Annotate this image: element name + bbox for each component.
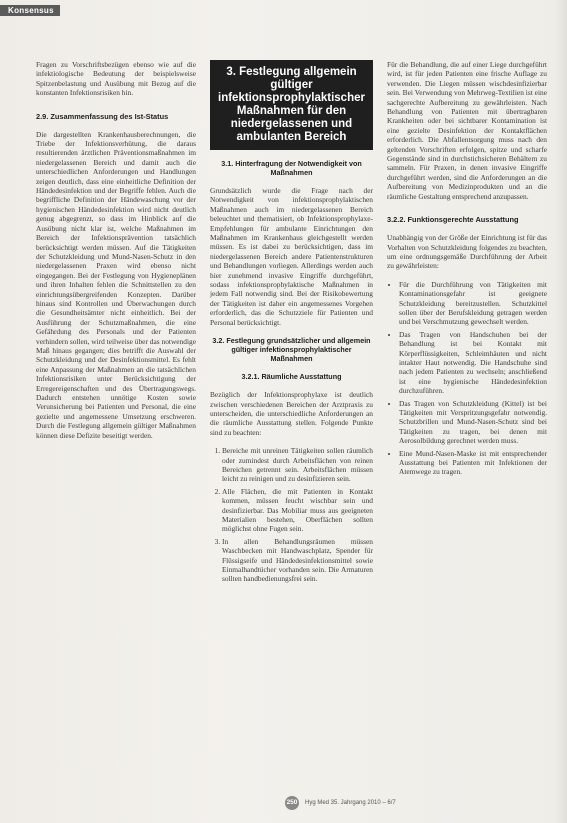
page-edge-shadow [555, 0, 567, 823]
heading-3-2: 3.2. Festlegung grundsätzlicher und allgemein gültiger infektionsprophylaktischer Maßnahmen [212, 336, 371, 364]
heading-2-9: 2.9. Zusammenfassung des Ist-Status [36, 111, 169, 121]
paragraph-3-1: Grundsätzlich wurde die Frage nach der Notwendigkeit von infektionsprophylaktischen Maßnahmen auch im niedergelassenen Bereich beleuchtet und thematisiert, ob Infektionsprophylaxe-Empfehlungen für ambulante Einrichtungen den Maßnahmen im Krankenhaus gleichgestellt werden müssen. Es ist dabei zu berücksichtigen, dass im niedergelassenen Bereich andere Patientenstrukturen und Behandlungen vorliegen. Allerdings werden auch hier zunehmend invasive Eingriffe durchgeführt, sodass infektionsprophylaktische Maßnahmen in jedem Fall notwendig sind. Bei der Risikobewertung der Tätigkeiten ist daher ein angemessenes Vorgehen erforderlich, das die Schutzziele für Patienten und Personal berücksichtigt. [210, 186, 373, 327]
column-middle [210, 60, 373, 593]
list-item: 2. Alle Flächen, die mit Patienten in Kontakt kommen, müssen feucht wischbar sein und desinfizierbar. Das Mobiliar muss aus geeigneten Materialien bestehen, Oberflächen sollten möglichst ohne Fugen sein. [222, 487, 373, 534]
page-footer [285, 796, 547, 810]
equipment-list [387, 280, 547, 477]
paragraph-continued: Für die Behandlung, die auf einer Liege durchgeführt wird, ist für jeden Patienten eine frische Auflage zu verwenden. Die Liegen müssen wischdesinfizierbar sein. Bei Verwendung von Mehrweg-Textilien ist eine sachgerechte Aufbereitung zu gewährleisten. Nach Behandlung von Patienten mit übertragbaren Krankheiten oder bei sichtbarer Kontamination ist eine gezielte Desinfektion der Kontaktflächen erforderlich. Die Abfallentsorgung muss nach den geltenden Vorschriften erfolgen, spitze und scharfe Gegenstände sind in durchstichsicheren Behältern zu sammeln. Für Praxen, in denen invasive Eingriffe durchgeführt werden, sind die Anforderungen an die Aufbereitung von Medizinprodukten und an die räumliche Gestaltung entsprechend anzupassen. [387, 60, 547, 201]
column-left [36, 60, 196, 449]
list-item: 1. Bereiche mit unreinen Tätigkeiten sollen räumlich oder zumindest durch Arbeitsflächen von reinen Bereichen getrennt sein. Arbeitsflächen müssen leicht zu reinigen und zu desinfizieren sein. [222, 446, 373, 484]
paragraph-3-2-2: Unabhängig von der Größe der Einrichtung ist für das Vorhalten von Schutzkleidung folgendes zu beachten, um eine ordnungsgemäße Durchführung der Arbeit zu gewährleisten: [387, 233, 547, 271]
summary-paragraph: Die dargestellten Krankenhausberechnungen, die Triebe der Infektionsverhütung, die daraus resultierenden ärztlichen Präventionsmaßnahmen im niedergelassenen Bereich und damit auch die unterschiedlichen Anforderungen und Handlungen zeigen deutlich, dass eine einheitliche Definition der Händedesinfektion und der Begriffe fehlen. Auch die begriffliche Definition der Händewaschung vor der hygienischen Händedesinfektion wird nicht deutlich genug abgegrenzt, so dass im Hinblick auf die Ausübung nicht klar ist, welche Maßnahmen im Bereich der Infektionsprävention tatsächlich berücksichtigt werden müssen. Auf die Tätigkeiten der Schutzkleidung und Mund-Nasen-Schutz in den niedergelassenen Praxen wird ebenso nicht eingegangen. Bei der Festlegung von Hygieneplänen und ihren Inhalten fehlen die Schnittstellen zu den einrichtungsübergreifenden Konzepten. Darüber hinaus sind Kontrollen und Überwachungen durch die Gesundheitsämter nicht einheitlich. Bei der Ausführung der Schutzmaßnahmen, die eine Gefährdung des Personals und der Patienten verhindern sollen, wird teilweise über das notwendige Maß hinaus gegangen; dies betrifft die Auswahl der Schutzkleidung und der Desinfektionsmittel. Es fehlt eine Anpassung der Maßnahmen an die tatsächlichen Infektionsrisiken unter Berücksichtigung der Erregereigenschaften und des Übertragungswegs. Dadurch entstehen unnötige Kosten sowie Verunsicherung bei Patienten und Personal, die eine gezielte und angemessene Umsetzung erschweren. Durch die Festlegung allgemein gültiger Maßnahmen können diese Defizite beseitigt werden. [36, 129, 196, 440]
column-right [387, 60, 547, 486]
room-requirements-list [210, 446, 373, 584]
paragraph-3-2-1: Bezüglich der Infektionsprophylaxe ist deutlich zwischen verschiedenen Bereichen der Arztpraxis zu unterscheiden, die unterschiedliche Anforderungen an die räumliche Ausstattung stellen. Folgende Punkte sind zu beachten: [210, 390, 373, 437]
list-item: • Das Tragen von Schutzkleidung (Kittel) ist bei Tätigkeiten mit Verspritzungsgefahr notwendig. Schutzbrillen und Mund-Nasen-Schutz sind bei Tätigkeiten zu tragen, bei denen mit Aerosolbildung gerechnet werden muss. [399, 399, 547, 446]
intro-paragraph: Fragen zu Vorschriftsbezügen ebenso wie auf die infektiologische Bedeutung der beispielsweise Spitzenbelastung und Ausübung mit Bezug auf die konstanten Infektionsrisiken hin. [36, 60, 196, 98]
list-item: • Eine Mund-Nasen-Maske ist mit entsprechender Ausstattung bei Patienten mit Infektionen der Atemwege zu tragen. [399, 449, 547, 477]
section-tag: Konsensus [0, 5, 60, 16]
heading-3-2-2: 3.2.2. Funktionsgerechte Ausstattung [387, 215, 519, 225]
heading-3-1: 3.1. Hinterfragung der Notwendigkeit von Maßnahmen [221, 159, 362, 177]
journal-reference: Hyg Med 35. Jahrgang 2010 – 6/7 [305, 800, 396, 806]
list-item: • Das Tragen von Handschuhen bei der Behandlung ist bei Kontakt mit Körperflüssigkeiten, Schleimhäuten und nicht intakter Haut notwendig. Die Handschuhe sind nach jedem Patienten zu wechseln; anschließend ist eine hygienische Händedesinfektion durchzuführen. [399, 330, 547, 396]
page-number: 250 [285, 796, 299, 810]
list-item: 3. In allen Behandlungsräumen müssen Waschbecken mit Handwaschplatz, Spender für Flüssigseife und Händedesinfektionsmittel sowie Einmalhandtücher vorhanden sein. Die Armaturen sollten handbedienungsfrei sein. [222, 537, 373, 584]
heading-3-2-1: 3.2.1. Räumliche Ausstattung [241, 372, 342, 382]
list-item: • Für die Durchführung von Tätigkeiten mit Kontaminationsgefahr ist geeignete Schutzkleidung bereitzustellen. Schutzkittel sollen über der Berufskleidung getragen werden und bei Verschmutzung gewechselt werden. [399, 280, 547, 327]
section-3-title-box: 3. Festlegung allgemein gültiger infektionsprophylaktischer Maßnahmen für den niedergelassenen und ambulanten Bereich [210, 60, 373, 150]
